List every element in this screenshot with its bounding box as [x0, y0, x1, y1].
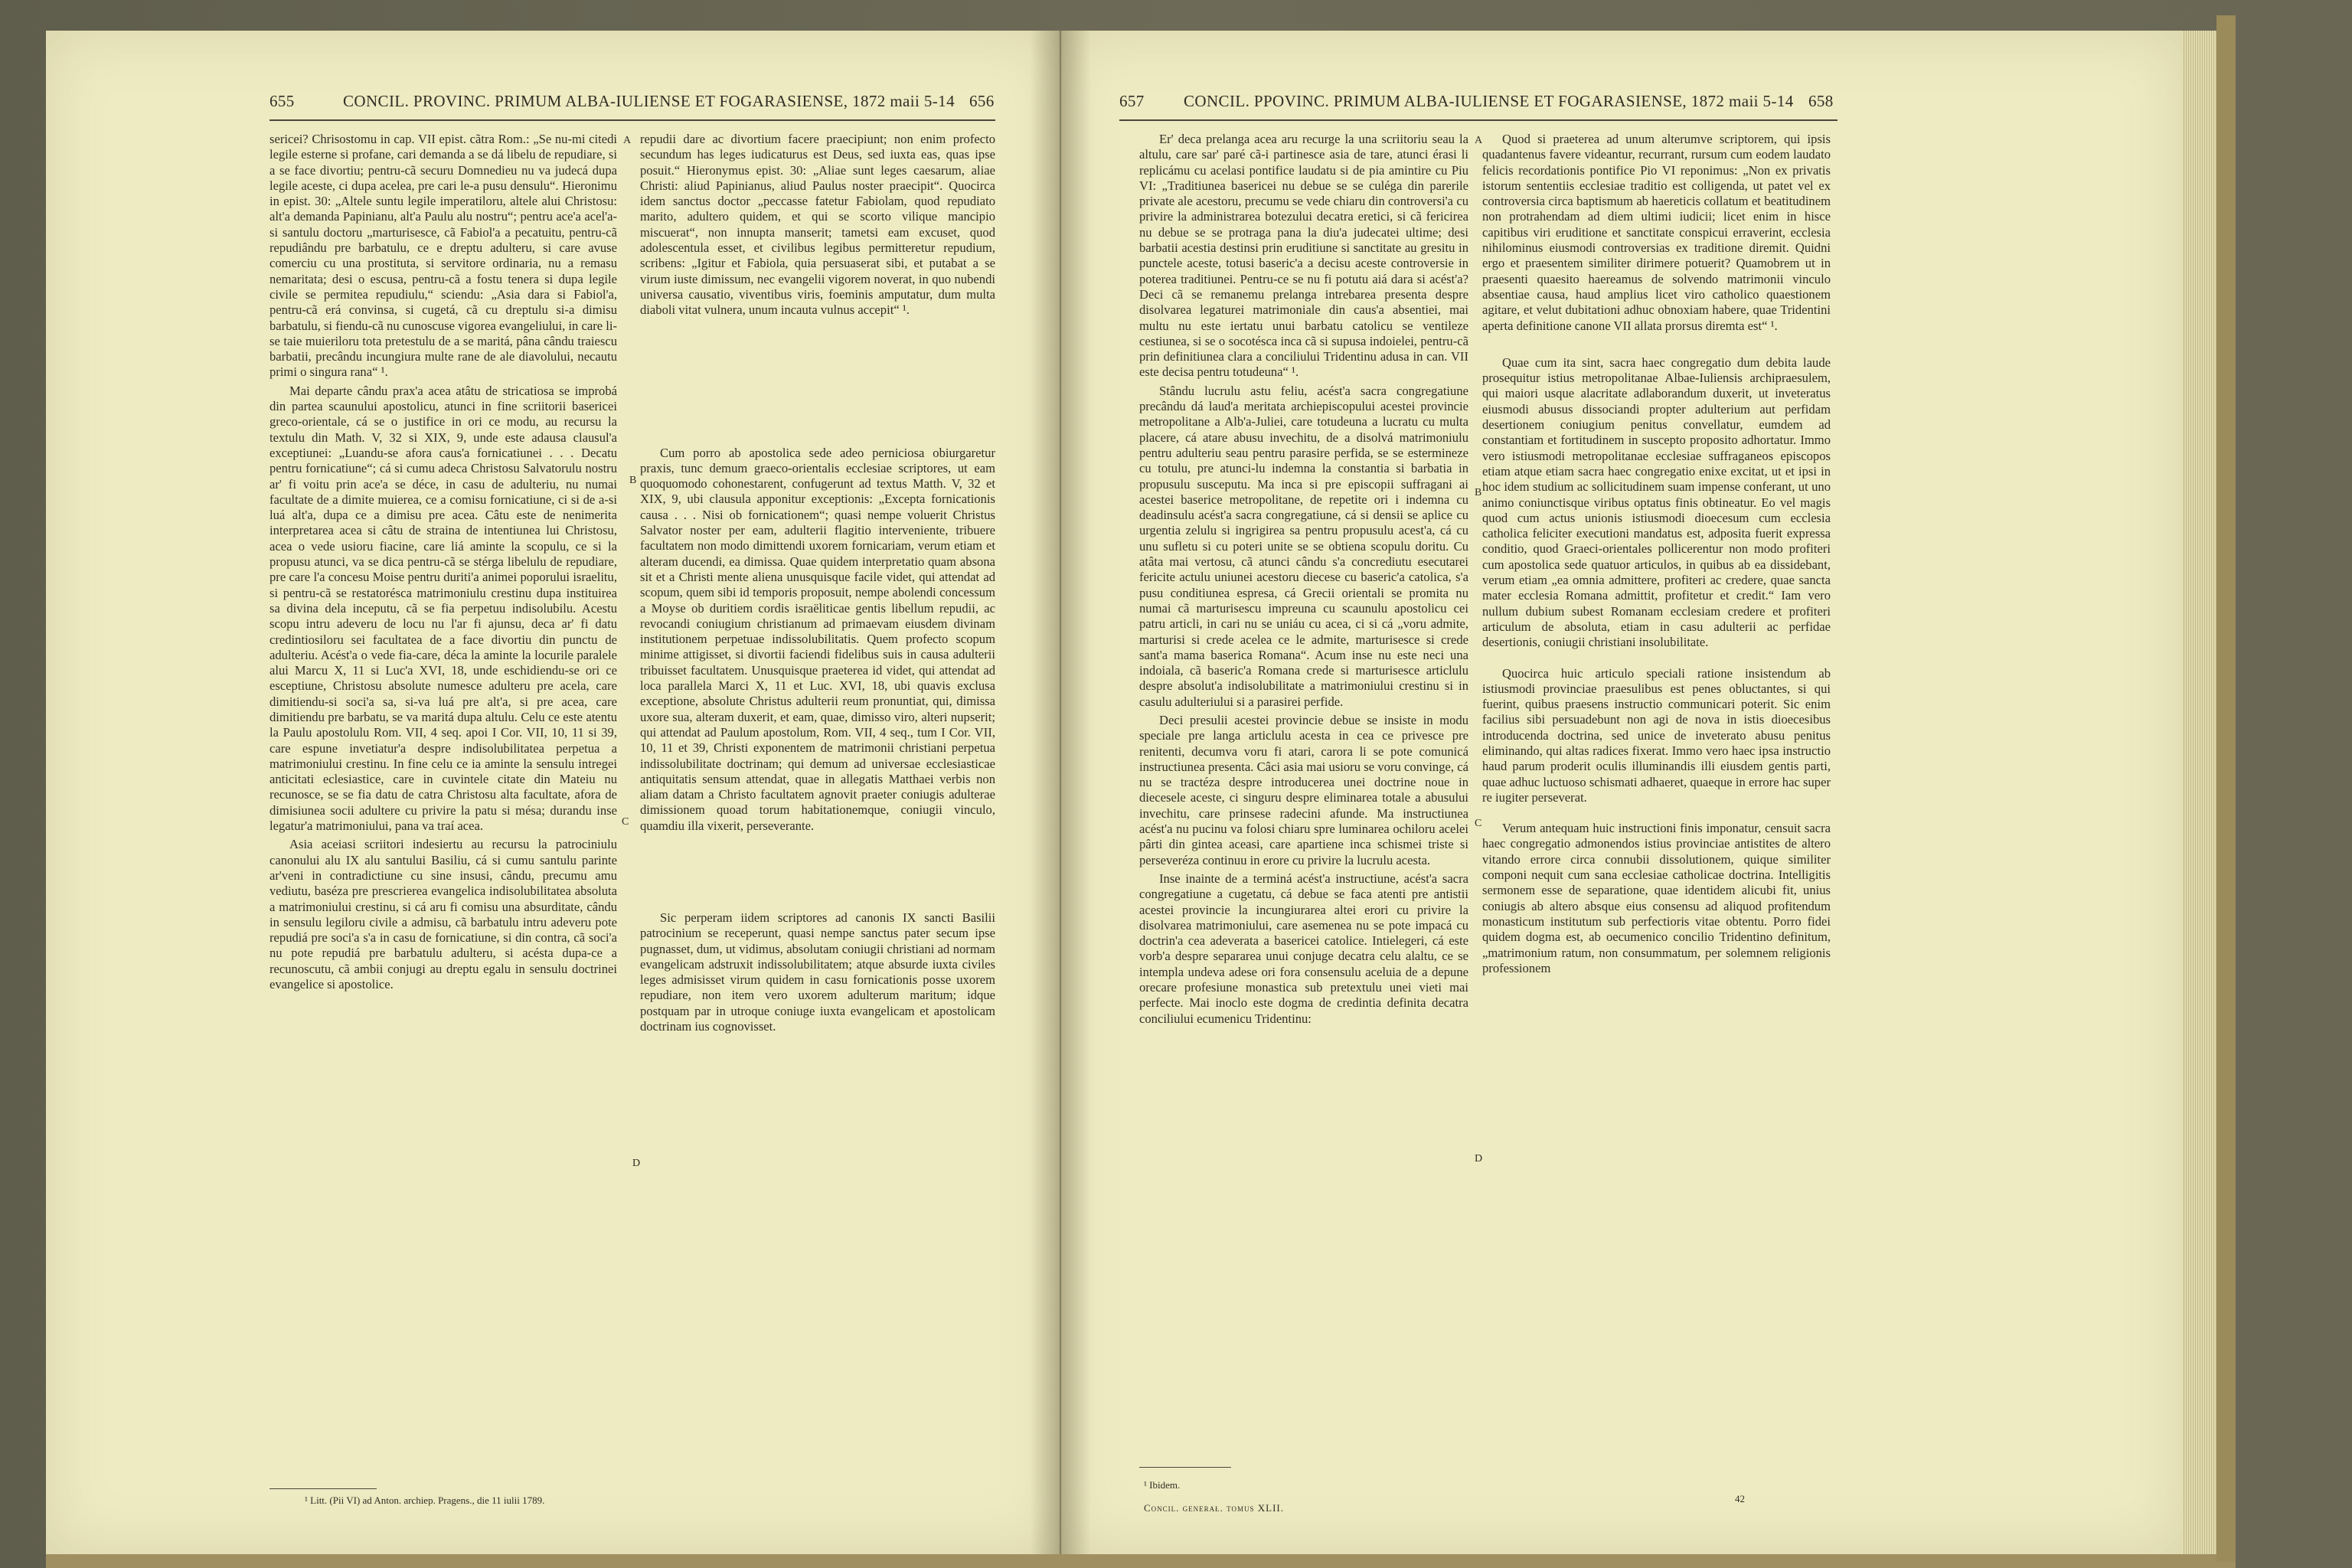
paragraph: Quod si praeterea ad unum alterumve scriptorem, qui ipsis quadantenus favere videantur, recurrant, rursum cum eodem laudato felicis recordationis pontifice Pio VI reponimus: „Non ex privatis istorum sententiis ecclesiae traditio est colligenda, ut patet vel ex controversia circa baptismum ab haereticis collatum et beatitudinem non protrahendam ad diem ultimi iudicii; licet enim in hisce capitibus viri eruditione et sanctitate conspicui erraverint, ecclesia nihilominus eiusmodi controversias ex traditione diremit. Quidni ergo et praesentem similiter dirimere potuerit? Quamobrem ut in praesenti quaesito haereamus de solvendo matrimonii vinculo absentiae causa, haud amplius licet viro catholico quaestionem agitare, et velut dubitationi adhuc obnoxiam habere, quae Tridentini aperta definitione canone VII allata prorsus diremta est“ ¹. [1482, 132, 1831, 333]
left-page-column-latin [640, 132, 995, 1037]
margin-letter: B [1475, 487, 1482, 498]
paragraph: Deci presulii acestei provincie debue se insiste in modu speciale pre langa articlulu acesta in cea ce privesce pre renitenti, decumva voru fi atari, carora li se pote comunicá instructiunea presenta. Câci asia mai usioru se voru convinge, cá nu se tractéza despre introducerea unei doctrine noue in diecesele aceste, ci singuru despre eliminarea totale a abusului invechitu, care prinsese radecini afunde. Ma instructiunea acést'a nu pucinu va folosi chiaru spre luminarea ochiloru acelei pârti din gintea aceasi, care apartiene inca schismei triste si perseveréza continuu in erore cu privire la lucrulu acesta. [1139, 712, 1468, 867]
right-page-column-romanian [1139, 132, 1468, 1030]
running-title: CONCIL. PPOVINC. PRIMUM ALBA-IULIENSE ET FOGARASIENSE, 1872 maii 5-14 [1184, 92, 1794, 110]
book-cover-bottom [46, 1553, 2236, 1568]
footnote: ¹ Litt. (Pii VI) ad Anton. archiep. Pragens., die 11 iulii 1789. [305, 1494, 545, 1506]
paragraph: Inse inainte de a terminá acést'a instructiune, acést'a sacra congregatiune a cugetatu, cá debue se faca atenti pre antistii acestei provincie la incungiurarea altei erori cu privire la disolvarea matrimoniului, care asemenea nu se pote impacá cu doctrin'a cea adeverata a basericei catolice. Intielegeri, cá este vorb'a despre separarea unui conjuge decatra celu alaltu, ce se intempla undeva adese ori fora consensulu aceluia de a depune orecare profesiune monastica sub pretextulu unei vieti mai perfecte. Mai inoclo este dogma de credintia definita decatra conciliului ecumenicu Tridentinu: [1139, 871, 1468, 1026]
paragraph: Cum porro ab apostolica sede adeo perniciosa obiurgaretur praxis, tunc demum graeco-orientalis ecclesiae scriptores, ut eam quoquomodo cohonestarent, confugerunt ad textus Matth. V, 32 et XIX, 9, ubi clausula apponitur exceptionis: „Excepta fornicationis causa . . . Nisi ob fornicationem“; quasi nempe voluerit Christus Salvator noster per eam, adulterii flagitio interveniente, tribuere facultatem non modo dimittendi uxorem fornicariam, verum etiam et alteram ducendi, ea dimissa. Quae quidem interpretatio quam absona sit et a Christi mente aliena unusquisque facile videt, qui attendat ad scopum, quem sibi id temporis proposuit, nempe abolendi concessum a Moyse ob duritiem cordis israëliticae gentis libellum repudii, ac revocandi coniugium christianum ad primaevam eiusdem divinam institutionem perpetuae indissolubilitatis. Quem profecto scopum minime attigisset, si divortii faciendi fidelibus suis in causa adulterii tribuisset facultatem. Unusquisque praeterea id videt, qui attendat ad loca parallela Marci X, 11 et Luc. XVI, 18, ubi quavis exclusa exceptione, absolute Christus adulterii reum pronuntiat, qui, dimissa uxore sua, alteram duxerit, et eam, quae, dimisso viro, alteri nupserit; qui attendat ad Paulum apostolum, Rom. VII, 4 seq., tum I Cor. VII, 10, 11 et 39, Christi exponentem de matrimonii christiani perpetua indissolubilitate doctrinam; qui demum ad universae ecclesiasticae antiquitatis sensum attendat, quae in allegatis Matthaei verbis non aliam datam a Christo facultatem agnovit praeter coniugis adulterae dimissionem quoad torum habitationemque, coniugii vinculo, quamdiu illa vixerit, perseverante. [640, 445, 995, 833]
paragraph: repudii dare ac divortium facere praecipiunt; non enim profecto secundum has leges iudicaturus est Deus, sed iuxta eas, quas ipse posuit.“ Hieronymus epist. 30: „Aliae sunt leges caesarum, aliae Christi: aliud Papinianus, aliud Paulus noster praecipit“. Quocirca idem sanctus doctor „peccasse fatetur Fabiolam, quod repudiato marito, adultero quidem, et qui se scorto vilique mancipio miscuerat“, non innupta manserit; tametsi eam excuset, quod adolescentula esset, et civilibus legibus permitteretur repudium, scribens: „Igitur et Fabiola, quia persuaserat sibi, et putabat a se virum iuste dimissum, nec evangelii vigorem noverat, in quo nubendi universa causatio, viventibus viris, foeminis amputatur, dum multa diaboli vitat vulnera, unum incauta vulnus accepit“ ¹. [640, 132, 995, 318]
paragraph: Sic perperam iidem scriptores ad canonis IX sancti Basilii patrocinium se receperunt, quasi nempe sanctus pater secum ipse pugnasset, dum, ut vidimus, absolutam coniugii christiani ad normam evangelicam adstruxit indissolubilitatem; atque absurde iuxta civiles leges admisisset virum quidem in casu fornicationis posse uxorem repudiare, non item vero uxorem adulterum maritum; idque postquam par in utroque coniuge iuxta evangelicam et apostolicam doctrinam ius cognovisset. [640, 910, 995, 1034]
margin-letter: D [1475, 1153, 1483, 1165]
margin-letter: A [1475, 135, 1483, 146]
paragraph: Quocirca huic articulo speciali ratione insistendum ab istiusmodi provinciae praesulibus est penes obluctantes, si qui fuerint, quibus praesens instructio communicari poterit. Sic enim facilius sibi persuadebunt non agi de nova in istis dioecesibus introducenda doctrina, sed unice de inveterato abusu penitus eliminando, qui altas radices fixerat. Immo vero haec ipsa instructio haud parum proderit oculis illuminandis illi eiusdem gentis parti, quae adhuc luctuoso schismati adhaeret, quaeque in errore hac super re iugiter perseverat. [1482, 665, 1831, 805]
right-page-column-latin [1482, 132, 1831, 979]
margin-letter: D [632, 1158, 641, 1169]
margin-letter: A [623, 135, 632, 146]
margin-letter: B [629, 475, 637, 486]
left-page-column-romanian [270, 132, 617, 995]
paragraph: Stându lucrulu astu feliu, acést'a sacra congregatiune precându dá laud'a meritata archiepiscopului acestei provincie metropolitane a Alb'a-Juliei, care totudeuna a lucratu cu multa placere, cá atare abusu invechitu, de a disolvá matrimoniulu pentru adulteriu seau pentru parasire perfida, se se estermineze cu totulu, pre atunci-lu indemna la constantia si barbatia in propusulu susceputu. Ma inca si pre episcopii suffragani ai acestei baserice metropolitane, de repetite ori i indemna cu deadinsulu acést'a sacra congregatiune, cá si densii se aplice cu urgentia zelulu si ingrigirea sa pentru propusulu acest'a, cá cu unu sufletu si cu poteri unite se se obtiena scopulu doritu. Cu atâta mai vertosu, cã atunci cându s'a concrediutu esecutarei fericite actulu uniunei acestoru diecese cu baseric'a catolica, s'a pusu conditiunea espresa, cá Grecii orientali se promita nu numai cã marturisescu impreuna cu scaunulu apostolicu cei patru articli, in cari nu se uniáu cu acea, ci si cá „voru admite, marturisi si crede acelea ce le admite, marturisesce si crede sant'a mama baserica Romana“. Acum inse nu este neci una indoiala, cã baseric'a Romana crede si marturisesce articlulu despre absolut'a indisolubilitate a matrimoniului crestinu si in casulu adulteriului si a parasirei perfide. [1139, 383, 1468, 709]
running-title: CONCIL. PROVINC. PRIMUM ALBA-IULIENSE ET FOGARASIENSE, 1872 maii 5-14 [343, 92, 955, 110]
book-gutter [1030, 31, 1091, 1554]
margin-letter: C [1475, 818, 1482, 829]
signature-mark: Concil. generał. tomus XLII. [1144, 1502, 1284, 1514]
page-number: 656 [969, 92, 995, 110]
paragraph: Asia aceiasi scriitori indesiertu au recursu la patrociniulu canonului alu IX alu santului Basiliu, cá si cumu santulu parinte ar'veni in contradictiune cu sine insusi, cându, precumu amu vediutu, baséza pre prescrierea evangelica indisolubilitatea absoluta a matrimoniului crestinu, si cá aru fi comisu una absurditate, cându in sensulu legiloru civile a admisu, cã barbatulu intru adeveru pote repudiá pre soci'a s'a in casu de fornicatiune, si din contra, cã soci'a nu pote repudiá pre barbatulu adulteru, si acésta dupa-ce a recunoscutu, cã ambii conjugi au dreptu egalu in sensulu doctrinei evangelice si apostolice. [270, 837, 617, 992]
footnote-rule [270, 1488, 377, 1489]
paragraph: Mai departe cându prax'a acea atâtu de stricatiosa se improbá din partea scaunului apostolicu, atunci in fine scriitorii basericei greco-orientale, cá se o justifice in ori ce modu, au recursu la textulu din Math. V, 32 si XIX, 9, unde este adausa clausul'a exceptiunei: „Luandu-se afora caus'a fornicatiunei . . . Decatu pentru fornicatiune“; cá si cumu adeca Christosu Salvatorulu nostru ar' fi voitu prin ace'a se déce, in casu de adulteriu, nu numai facultate de a dimite muierea, ce a comisu fornicatiune, ci si de a-si luá alt'a, dupa ce a dimisu pre acea. Câtu este de nenimerita interpretarea acea si câtu de straina de intentiunea lui Christosu, acea o vede usioru fiacine, care liá aminte la scopulu, ce si la propusu atunci, va se dica pentru-cã se stérga libelulu de repudiare, pre care l'a concesu Moise pentru duriti'a animei poporului israelitu, si pentru-cã se restatoréscа matrimoniulu crestinu dupa instituirea sa divina dela inceputu, cã se fia perpetuu indisolubilu. Acestu scopu intru adeveru de locu nu l'ar fi ajunsu, deca ar' fi datu credintiosiloru sei facultatea de a face divortiu din punctu de adulteriu. Acést'a o vede fia-care, déca la aminte la locurile paralele alui Marcu X, 11 si Luc'a XVI, 18, unde eschidiendu-se ori ce esceptiune, Christosu absolute numesce adulteru pre acela, care dimitiendu-si soci'a sa, si-va luá pre alt'a, si pre acea, care dimitiendu pre barbatu, se va maritá dupa altulu. Celu ce este atentu la Paulu apostolulu Rom. VII, 4 seq. apoi I Cor. VII, 10, 11 si 39, care espune invetiatur'a despre indisolubilitatea perpetua a matrimoniului crestinu. In fine celu ce ia aminte la sensulu intregei anticitati eclesiastice, care in cuvintele citate din Mateiu nu recunosce, se se fia datu de catra Christosu alta facultate, afora de dimisiunea socii adultere cu privire la patu si mésa; durandu inse legatur'a matrimoniului, pana va traí acea. [270, 383, 617, 834]
paragraph: Quae cum ita sint, sacra haec congregatio dum debita laude prosequitur istius metropolitanae Albae-Iuliensis archipraesulem, qui maiori usque alacritate adlaborandum duxerit, ut inveteratus eiusmodi abusus dissociandi propter adulterium aut perfidam desertionem coniugium penitus convellatur, eumdem ad constantiam et fortitudinem in suscepto proposito adhortatur. Immo vero istiusmodi metropolitanae ecclesiae suffraganeos episcopos etiam atque etiam sacra haec congregatio enixe excitat, ut et ipsi in hoc idem studium ac sollicitudinem suam impense conferant, ut uno animo coniunctisque viribus optatus finis obtineatur. Eo vel magis quod cum actus unionis istiusmodi dioecesum cum ecclesia catholica feliciter executioni mandatus est, adposita fuerit expressa conditio, quod Graeci-orientales pollicerentur non modo profiteri cum apostolica sede quatuor articulos, in quibus ab ea dissidebant, verum etiam „ea omnia admittere, profiteri ac credere, quae sancta mater ecclesia Romana admittit, profitetur et credit.“ Iam vero nullum dubium subest Romanam ecclesiam credere et profiteri articulum de absoluta, etiam in casu adulterii ac perfidae desertionis, coniugii christiani insolubilitate. [1482, 354, 1831, 650]
page-number: 658 [1808, 92, 1834, 110]
paragraph: Verum antequam huic instructioni finis imponatur, censuit sacra haec congregatio admonendos istius provinciae antistites de altero vitando errore circa connubii dissolutionem, quique similiter componi nequit cum sana ecclesiae catholicae doctrina. Intelligitis sermonem esse de separatione, quae identidem alicubi fit, unius coniugis ab altero absque eius consensu ad aliquod profitendum monasticum institutum sub perfectioris vitae obtentu. Porro fidei quidem dogma est, ab oecumenico concilio Tridentino definitum, „matrimonium ratum, non consummatum, per solemnem religionis professionem [1482, 821, 1831, 975]
page-number: 657 [1119, 92, 1145, 110]
signature-number: 42 [1735, 1493, 1745, 1504]
book-cover-edge [2216, 15, 2236, 1562]
page-edges [2182, 31, 2216, 1554]
margin-letter: C [622, 816, 629, 828]
header-rule [1119, 119, 1838, 121]
header-rule [270, 119, 995, 121]
page-number: 655 [270, 92, 295, 110]
footnote-rule [1139, 1467, 1231, 1468]
paragraph: Er' deca prelanga acea aru recurge la una scriitoriu seau la altulu, care sar' paré cã-i partinesce asia de tare, atunci érasi li replicámu cu acelasi pontifice laudatu si de pia amintire cu Piu VI: „Traditiunea basericei nu debue se se culéga din parerile private ale acestoru, precumu se vede chiaru din controversi'a cu privire la administrarea botezului decatra eretici, si cã fericirea nu debue se se protraga pana la diu'a judecatei ultime; desi barbatii acestia destinsi prin eruditiune si sanctitate au gresitu in punctele aceste, totusi baseric'a a decisu aceste controversie in poterea traditiunei. Pentru-ce se nu fi potutu aiá dara si acést'a? Deci cã se remanemu prelanga intrebarea presenta despre disolvarea legaturei matrimoniale din caus'a absentiei, mai multu nu este iertatu unui barbatu catolicu se ventileze cestiunea, si se o socotésca inca cã si supusa indoielei, pentru-cã prin definitiunea clara a conciliului Tridentinu adusa in can. VII este decisa pentru totudeuna“ ¹. [1139, 132, 1468, 380]
paragraph: sericei? Chrisostomu in cap. VII epist. cãtra Rom.: „Se nu-mi citedi legile esterne si profane, cari demanda a se dá libelu de repudiare, si a se face divortiu; pentru-cã securu Domnedieu nu va judecá dupa legile aceste, ci dupa acelea, pre cari le-a pusu densulu“. Hieronimu in epist. 30: „Altele suntu legile imperatiloru, altele alui Christosu: alt'a demanda Papinianu, alt'a Paulu alu nostru“; pentru ace'a acel'a-si santulu doctoru „marturisesce, cã Fabiol'a a pecatuitu, pentru-cã repudiându pre barbatulu, ce e dreptu adulteru, si care avuse comerciu cu una prostituta, si servitore ordinaria, nu a remasu nemaritata; desi o escusa, pentru-cã a fostu tenera si dupa legile civile se permitea repudiulu,“ sciendu: „Asia dara si Fabiol'a, pentru-cã erá convinsa, si cugetá, cã cu dreptulu si-a dimisu barbatulu, si fiendu-cã nu cunoscuse vigorea evangeliului, in care li-se taie muieriloru tota pretestulu de a se maritá, pâna cându traiescu barbatii, precându incungiura multe rane de ale diavolului, necautu primi o singura rana“ ¹. [270, 132, 617, 380]
footnote: ¹ Ibidem. [1144, 1479, 1181, 1491]
